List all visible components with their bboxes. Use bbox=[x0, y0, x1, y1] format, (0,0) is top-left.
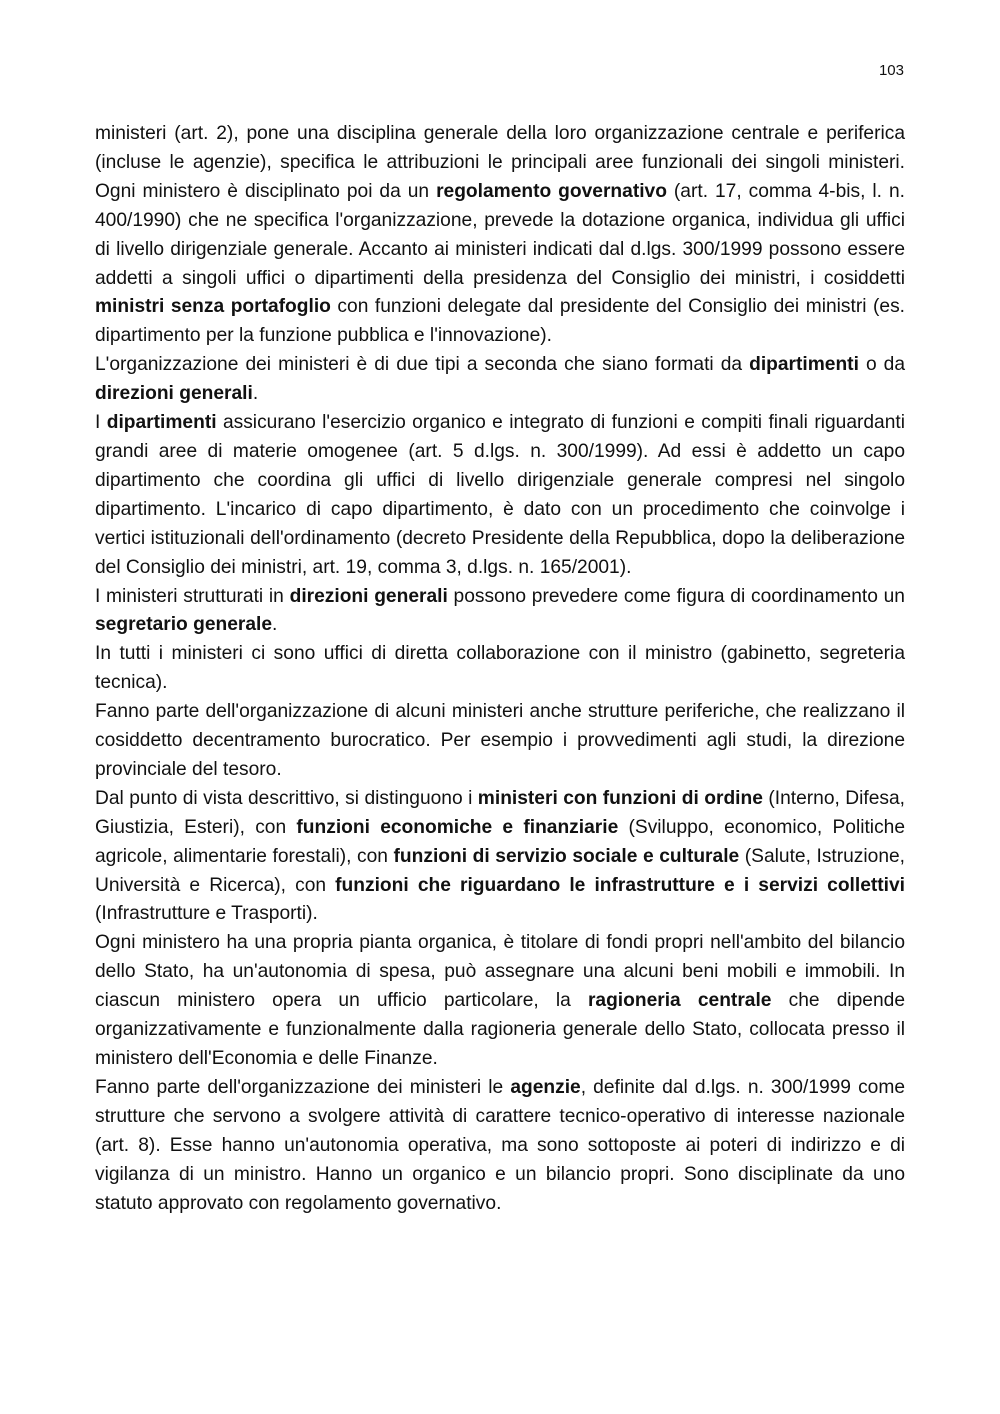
paragraph bbox=[95, 583, 905, 641]
paragraph bbox=[95, 1074, 905, 1219]
text-run: . bbox=[272, 614, 278, 636]
page-number: 103 bbox=[878, 62, 904, 79]
bold-term: funzioni economiche e finanziarie bbox=[296, 816, 619, 838]
bold-term: dipartimenti bbox=[106, 412, 217, 434]
bold-term: funzioni che riguardano le infrastrutture e i servizi collettivi bbox=[335, 874, 905, 896]
text-run: , definite dal d.lgs. n. 300/1999 come strutture che servono a svolgere attività di carattere tecnico-operativo di interesse nazionale (art. 8). Esse hanno un'autonomia operativa, ma sono sottoposte ai poteri di indirizzo e di vigilanza di un ministro. Hanno un organico e un bilancio propri. Sono disciplinate da uno statuto approvato con regolamento governativo. bbox=[95, 1076, 905, 1214]
text-run: Fanno parte dell'organizzazione di alcuni ministeri anche strutture periferiche, che realizzano il cosiddetto decentramento burocratico. Per esempio i provvedimenti agli studi, la direzione provinciale del tesoro. bbox=[95, 701, 905, 780]
text-run: o da bbox=[858, 354, 905, 376]
text-run: In tutti i ministeri ci sono uffici di diretta collaborazione con il ministro (gabinetto, segreteria tecnica). bbox=[95, 643, 905, 694]
document-body bbox=[95, 120, 905, 1218]
bold-term: ragioneria centrale bbox=[587, 990, 772, 1012]
text-run: Fanno parte dell'organizzazione dei ministeri le bbox=[95, 1076, 511, 1098]
text-run: con funzioni delegate dal presidente del Consiglio dei ministri (es. dipartimento per la funzione pubblica e l'innovazione). bbox=[95, 296, 905, 347]
bold-term: direzioni generali bbox=[95, 383, 253, 405]
text-run: I bbox=[95, 412, 107, 434]
bold-term: direzioni generali bbox=[289, 585, 448, 607]
text-run: (Interno, Difesa, Giustizia, Esteri), con bbox=[95, 787, 905, 838]
paragraph bbox=[95, 698, 905, 785]
text-run: (art. 17, comma 4-bis, l. n. 400/1990) che ne specifica l'organizzazione, prevede la dotazione organica, individua gli uffici di livello dirigenziale generale. Accanto ai ministeri indicati dal d.lgs. 300/1999 possono essere addetti a singoli uffici o dipartimenti della presidenza del Consiglio dei ministri, i cosiddetti bbox=[95, 180, 905, 289]
text-run: (Sviluppo, economico, Politiche agricole, alimentarie forestali), con bbox=[95, 816, 906, 867]
text-run: che dipende organizzativamente e funzionalmente dalla ragioneria generale dello Stato, collocata presso il ministero dell'Economia e delle Finanze. bbox=[95, 990, 905, 1069]
paragraph bbox=[95, 120, 905, 351]
text-run: I ministeri strutturati in bbox=[95, 585, 290, 607]
text-run: assicurano l'esercizio organico e integrato di funzioni e compiti finali riguardanti grandi aree di materie omogenee (art. 5 d.lgs. n. 300/1999). Ad essi è addetto un capo dipartimento che coordina gli uffici di livello dirigenziale generale compresi nel singolo dipartimento. L'incarico di capo dipartimento, è dato con un procedimento che coinvolge i vertici istituzionali dell'ordinamento (decreto Presidente della Repubblica, dopo la deliberazione del Consiglio dei ministri, art. 19, comma 3, d.lgs. n. 165/2001). bbox=[95, 412, 905, 578]
bold-term: agenzie bbox=[510, 1076, 581, 1098]
text-run: Dal punto di vista descrittivo, si distinguono i bbox=[95, 787, 478, 809]
paragraph bbox=[95, 640, 905, 698]
paragraph bbox=[95, 409, 905, 582]
paragraph bbox=[95, 929, 905, 1074]
paragraph bbox=[95, 351, 905, 409]
bold-term: ministri senza portafoglio bbox=[95, 296, 331, 318]
bold-term: funzioni di servizio sociale e culturale bbox=[393, 845, 740, 867]
text-run: . bbox=[252, 383, 259, 405]
paragraph bbox=[95, 785, 905, 930]
text-run: (Infrastrutture e Trasporti). bbox=[95, 903, 318, 925]
bold-term: segretario generale bbox=[95, 614, 273, 636]
text-run: ministeri (art. 2), pone una disciplina generale della loro organizzazione centrale e periferica (incluse le agenzie), specifica le attribuzioni le principali aree funzionali dei singoli ministeri. Ogni ministero è disciplinato poi da un bbox=[95, 123, 905, 202]
text-run: possono prevedere come figura di coordinamento un bbox=[447, 585, 905, 607]
text-run: L'organizzazione dei ministeri è di due tipi a seconda che siano formati da bbox=[95, 354, 750, 376]
bold-term: dipartimenti bbox=[749, 354, 859, 376]
text-run: Ogni ministero ha una propria pianta organica, è titolare di fondi propri nell'ambito del bilancio dello Stato, ha un'autonomia di spesa, può assegnare una alcuni beni mobili e immobili. In ciascun ministero opera un ufficio particolare, la bbox=[95, 932, 905, 1012]
bold-term: ministeri con funzioni di ordine bbox=[477, 787, 763, 809]
bold-term: regolamento governativo bbox=[436, 180, 667, 202]
text-run: (Salute, Istruzione, Università e Ricerca), con bbox=[95, 845, 906, 896]
